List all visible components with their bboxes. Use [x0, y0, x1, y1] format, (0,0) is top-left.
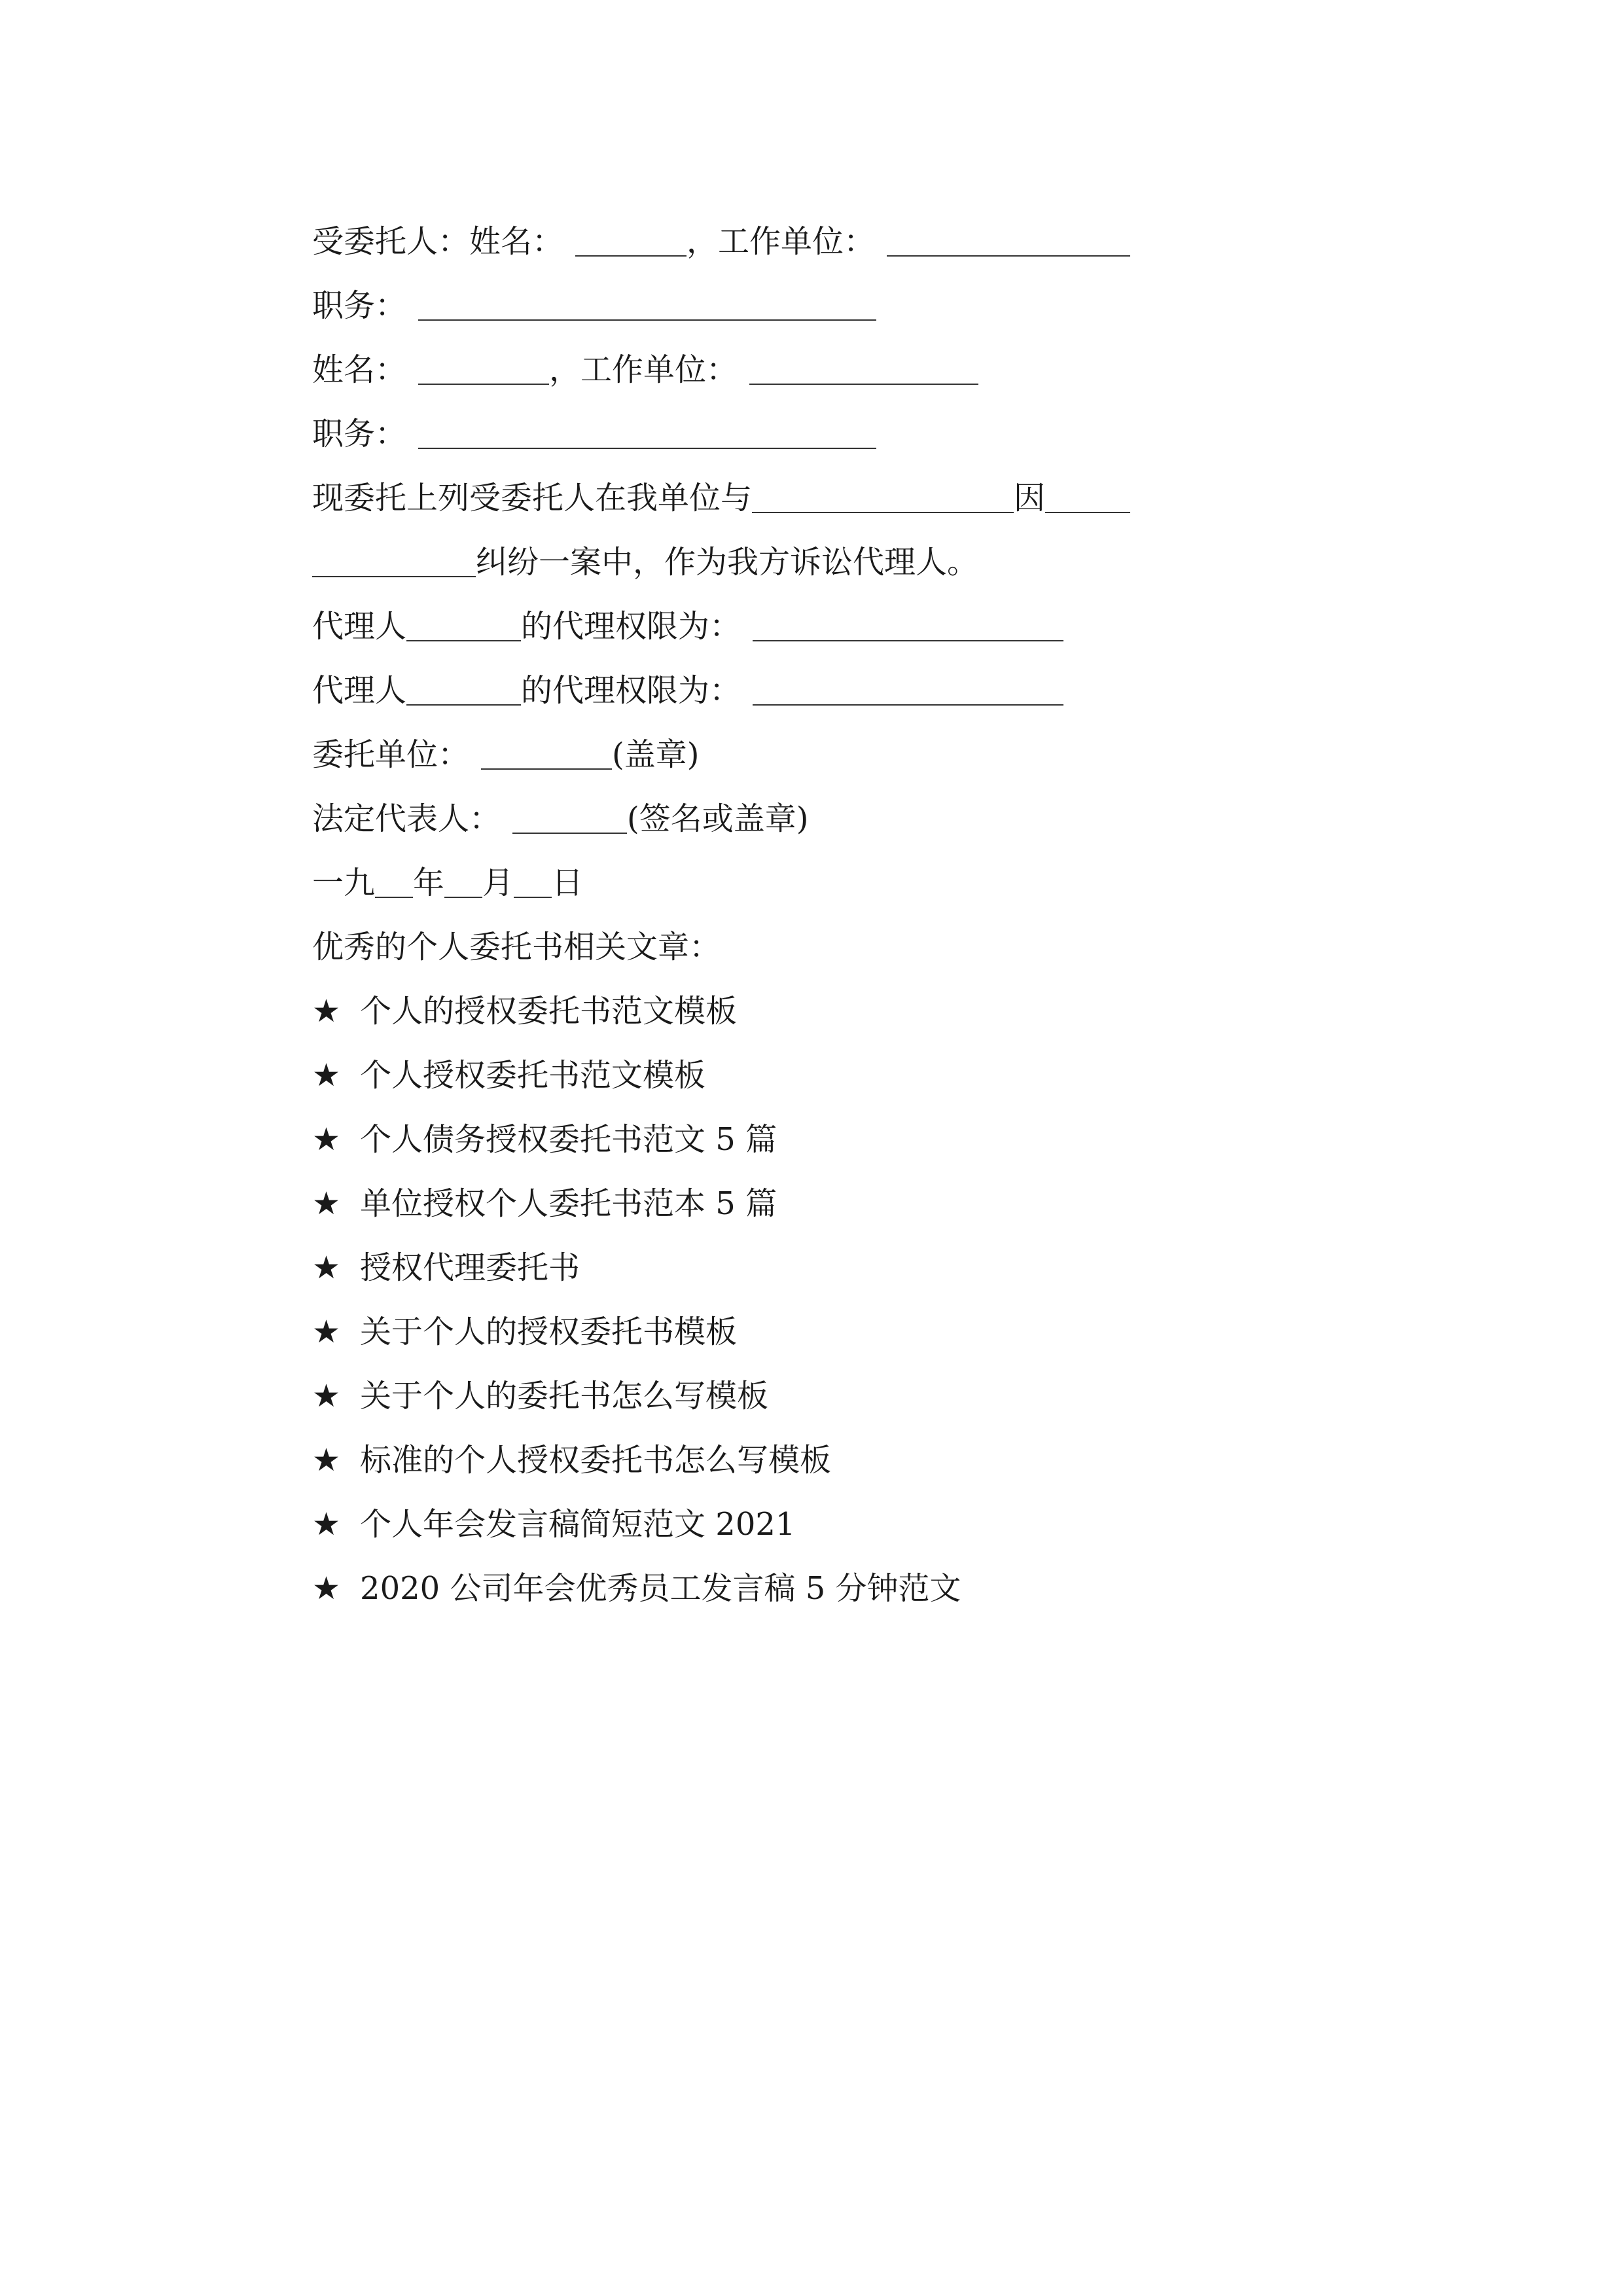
day-blank[interactable]: [514, 889, 552, 898]
day-word: 日: [552, 865, 584, 901]
related-list: [312, 973, 1359, 1614]
related-link[interactable]: [312, 1293, 1359, 1357]
star-icon: ★: [312, 1185, 341, 1222]
month-blank[interactable]: [444, 889, 482, 898]
position-line-2: [312, 395, 1359, 459]
name-blank-2[interactable]: [418, 376, 549, 385]
related-link[interactable]: [312, 973, 1359, 1037]
related-link-text[interactable]: 授权代理委托书: [360, 1249, 580, 1286]
workplace-blank-2[interactable]: [749, 376, 978, 385]
related-link-text[interactable]: 个人授权委托书范文模板: [360, 1057, 706, 1094]
name-label: 姓名：: [469, 223, 564, 260]
month-word: 月: [482, 865, 514, 901]
related-heading: 优秀的个人委托书相关文章：: [312, 929, 721, 965]
related-link-text[interactable]: 2020 公司年会优秀员工发言稿 5 分钟范文: [360, 1570, 961, 1607]
agent-label-2: 代理人: [312, 672, 407, 709]
position-blank-2[interactable]: [418, 440, 876, 449]
authority-blank-2[interactable]: [753, 696, 1063, 706]
related-link-text[interactable]: 单位授权个人委托书范本 5 篇: [360, 1185, 777, 1222]
entrust-text: 现委托上列受委托人在我单位与: [312, 480, 753, 516]
cause-blank-2[interactable]: [312, 568, 476, 577]
year-blank[interactable]: [375, 889, 413, 898]
related-link-text[interactable]: 关于个人的授权委托书模板: [360, 1314, 738, 1350]
star-icon: ★: [312, 1314, 341, 1350]
comma: ，: [687, 223, 719, 260]
entrusting-unit-line: [312, 716, 1359, 780]
workplace-label-2: 工作单位：: [580, 351, 738, 388]
comma-2: ，: [549, 351, 581, 388]
date-prefix: 一九: [312, 865, 376, 901]
legal-rep-blank[interactable]: [512, 825, 627, 834]
date-line: [312, 844, 1359, 908]
related-link[interactable]: [312, 1037, 1359, 1101]
sign-or-seal-note: (签名或盖章): [627, 800, 809, 837]
star-icon: ★: [312, 1378, 341, 1414]
authority-label: 的代理权限为：: [521, 608, 741, 645]
related-link-text[interactable]: 关于个人的委托书怎么写模板: [360, 1378, 769, 1414]
dispute-text: 纠纷一案中，作为我方诉讼代理人。: [476, 544, 979, 581]
trustee-label: 受委托人：: [312, 223, 470, 260]
star-icon: ★: [312, 1570, 341, 1607]
entrusting-unit-label: 委托单位：: [312, 736, 470, 773]
agent-blank-1[interactable]: [406, 632, 521, 641]
dispute-line: [312, 524, 1359, 588]
related-link[interactable]: [312, 1486, 1359, 1550]
year-word: 年: [413, 865, 445, 901]
related-link-text[interactable]: 个人的授权委托书范文模板: [360, 993, 738, 1030]
legal-rep-line: [312, 780, 1359, 844]
position-line-1: [312, 267, 1359, 331]
star-icon: ★: [312, 1057, 341, 1094]
position-blank-1[interactable]: [418, 312, 876, 321]
document-body: [312, 203, 1359, 1614]
related-link-text[interactable]: 个人债务授权委托书范文 5 篇: [360, 1121, 777, 1158]
related-link[interactable]: [312, 1229, 1359, 1293]
related-link-text[interactable]: 标准的个人授权委托书怎么写模板: [360, 1442, 832, 1479]
workplace-blank-1[interactable]: [887, 247, 1130, 257]
star-icon: ★: [312, 1506, 341, 1543]
cause-blank-1[interactable]: [1045, 504, 1130, 513]
related-link[interactable]: [312, 1165, 1359, 1229]
cause-word: 因: [1014, 480, 1046, 516]
name-label-2: 姓名：: [312, 351, 407, 388]
trustee-line-2: [312, 331, 1359, 395]
position-label-2: 职务：: [312, 416, 407, 452]
related-link-text[interactable]: 个人年会发言稿简短范文 2021: [360, 1506, 796, 1543]
agent-blank-2[interactable]: [406, 696, 521, 706]
star-icon: ★: [312, 1249, 341, 1286]
authority-label-2: 的代理权限为：: [521, 672, 741, 709]
related-link[interactable]: [312, 1550, 1359, 1614]
agent-authority-line-2: [312, 652, 1359, 716]
star-icon: ★: [312, 1121, 341, 1158]
related-link[interactable]: [312, 1422, 1359, 1486]
entrust-line: [312, 459, 1359, 524]
related-link[interactable]: [312, 1357, 1359, 1422]
legal-rep-label: 法定代表人：: [312, 800, 501, 837]
agent-authority-line-1: [312, 588, 1359, 652]
entrusting-unit-blank[interactable]: [481, 761, 612, 770]
related-heading-line: [312, 908, 1359, 973]
seal-note: (盖章): [612, 736, 700, 773]
star-icon: ★: [312, 993, 341, 1030]
workplace-label: 工作单位：: [718, 223, 876, 260]
related-link[interactable]: [312, 1101, 1359, 1165]
position-label: 职务：: [312, 287, 407, 324]
trustee-line-1: [312, 203, 1359, 267]
authority-blank-1[interactable]: [753, 632, 1063, 641]
star-icon: ★: [312, 1442, 341, 1479]
party-blank[interactable]: [752, 504, 1014, 513]
name-blank-1[interactable]: [575, 247, 687, 257]
agent-label: 代理人: [312, 608, 407, 645]
